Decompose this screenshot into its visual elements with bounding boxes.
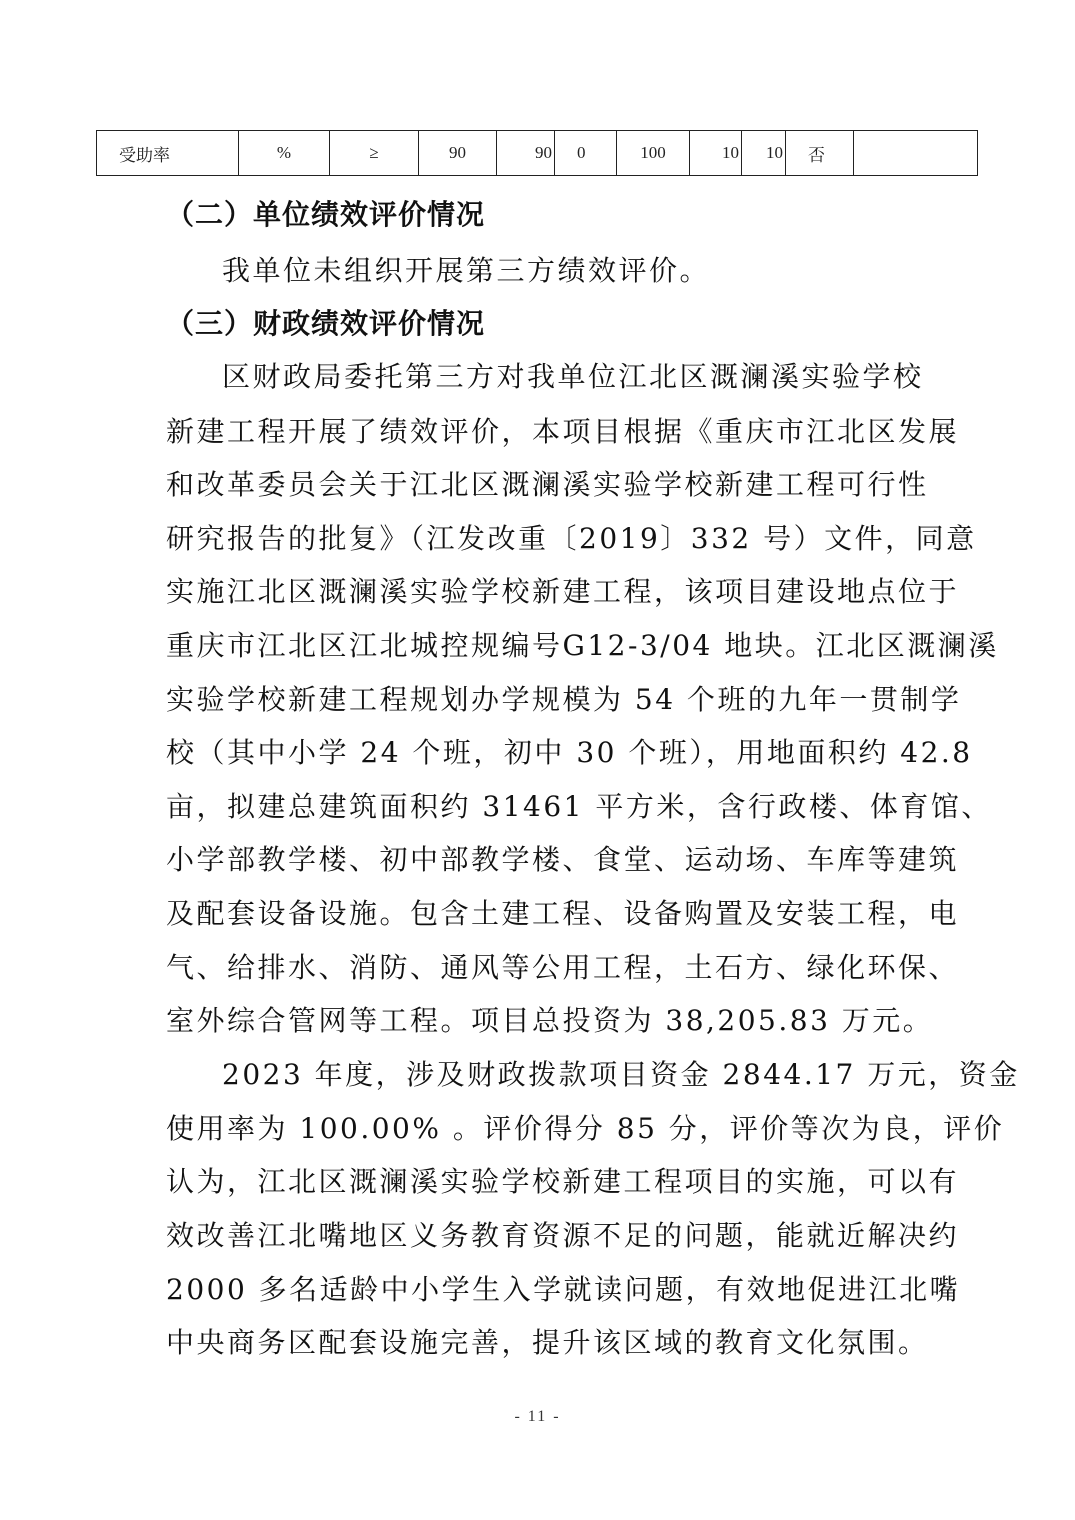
text-line: 效改善江北嘴地区义务教育资源不足的问题，能就近解决约 (166, 1219, 960, 1252)
text-line: 室外综合管网等工程。项目总投资为 38,205.83 万元。 (166, 1004, 934, 1037)
text-line: 区财政局委托第三方对我单位江北区溉澜溪实验学校 (222, 360, 924, 393)
table-cell-operator: ≥ (329, 131, 418, 175)
table-cell-flag: 否 (785, 131, 853, 175)
text-line: 重庆市江北区江北城控规编号G12-3/04 地块。江北区溉澜溪 (166, 629, 999, 662)
text-line: 校（其中小学 24 个班，初中 30 个班），用地面积约 42.8 (166, 736, 973, 769)
text-line: 实施江北区溉澜溪实验学校新建工程，该项目建设地点位于 (166, 575, 960, 608)
text-line: 认为，江北区溉澜溪实验学校新建工程项目的实施，可以有 (166, 1165, 960, 1198)
table-cell-deviation: 0 (554, 131, 616, 175)
text-line: 及配套设备设施。包含土建工程、设备购置及安装工程，电 (166, 897, 960, 930)
text-line: 研究报告的批复》（江发改重〔2019〕332 号）文件，同意 (166, 522, 977, 555)
text-line: 2023 年度，涉及财政拨款项目资金 2844.17 万元，资金 (222, 1058, 1020, 1091)
text-line: 中央商务区配套设施完善，提升该区域的教育文化氛围。 (166, 1326, 929, 1359)
table-cell-completion: 100 (616, 131, 689, 175)
table-cell-target: 90 (418, 131, 496, 175)
table-cell-weight: 10 (689, 131, 741, 175)
text-line: 气、给排水、消防、通风等公用工程，土石方、绿化环保、 (166, 951, 960, 984)
text-line: 亩，拟建总建筑面积约 31461 平方米，含行政楼、体育馆、 (166, 790, 992, 823)
text-line: 使用率为 100.00% 。评价得分 85 分，评价等次为良，评价 (166, 1112, 1005, 1145)
table-cell-actual: 90 (496, 131, 554, 175)
text-line: 和改革委员会关于江北区溉澜溪实验学校新建工程可行性 (166, 468, 929, 501)
section-heading-fiscal-evaluation: （三）财政绩效评价情况 (166, 307, 486, 340)
section-body-unit-evaluation: 我单位未组织开展第三方绩效评价。 (222, 254, 711, 287)
indicator-table-row (96, 130, 978, 176)
text-line: 2000 多名适龄中小学生入学就读问题，有效地促进江北嘴 (166, 1273, 961, 1306)
table-cell-score: 10 (741, 131, 785, 175)
text-line: 新建工程开展了绩效评价，本项目根据《重庆市江北区发展 (166, 415, 960, 448)
section-heading-unit-evaluation: （二）单位绩效评价情况 (166, 198, 486, 231)
text-line: 小学部教学楼、初中部教学楼、食堂、运动场、车库等建筑 (166, 843, 960, 876)
text-line: 实验学校新建工程规划办学规模为 54 个班的九年一贯制学 (166, 683, 962, 716)
page-number: - 11 - (514, 1408, 561, 1425)
table-cell-indicator: 受助率 (119, 145, 170, 165)
table-cell-remark (853, 131, 977, 175)
table-cell-unit: % (238, 131, 329, 175)
